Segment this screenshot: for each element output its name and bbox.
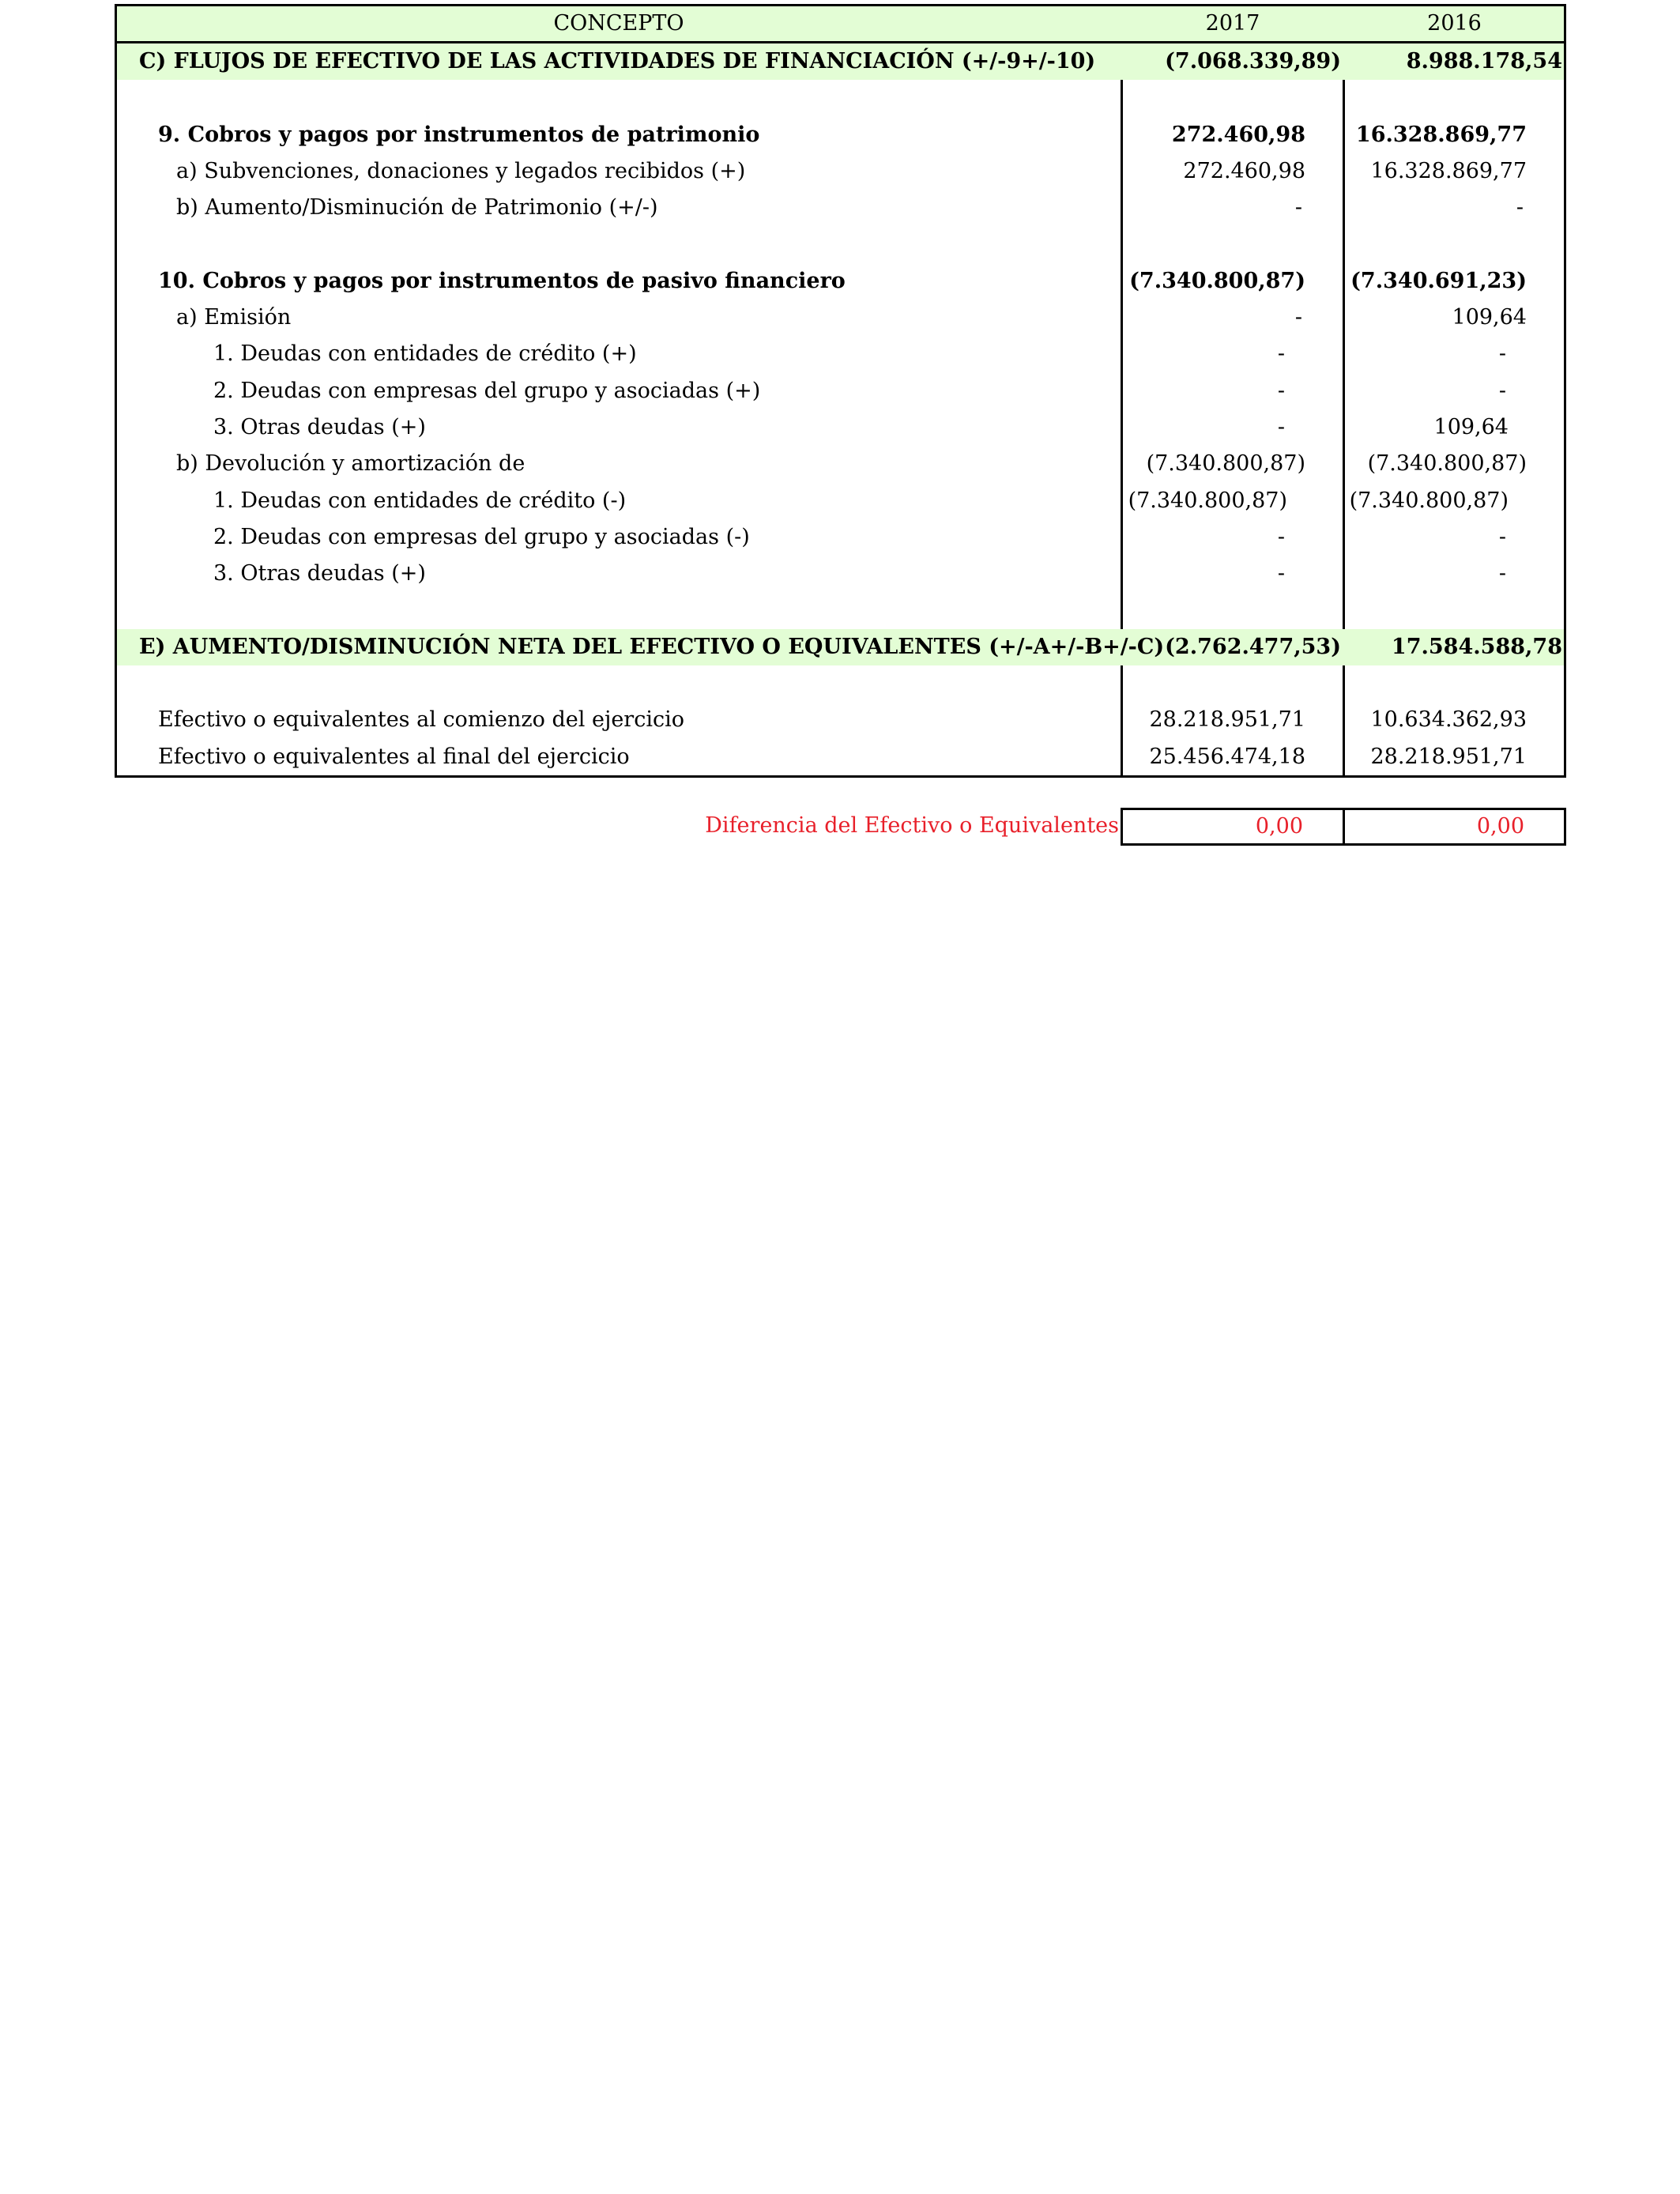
item-10a3-label: 3. Otras deudas (+) — [213, 414, 426, 439]
item-10b2-label: 2. Deudas con empresas del grupo y asociadas (-) — [213, 524, 750, 549]
cash-start-2017: 28.218.951,71 — [1149, 707, 1305, 733]
header-year-2017: 2017 — [1205, 11, 1260, 36]
item-10a3-2016: 109,64 — [1433, 414, 1509, 439]
item-10b3-2017: - — [1277, 561, 1285, 586]
item-9-label: 9. Cobros y pagos por instrumentos de patrimonio — [158, 122, 760, 147]
cash-end-row — [117, 739, 1564, 775]
section-c-row — [117, 43, 1564, 80]
section-e-label: E) AUMENTO/DISMINUCIÓN NETA DEL EFECTIVO O EQUIVALENTES (+/-A+/-B+/-C) — [139, 634, 1165, 659]
item-9a-label: a) Subvenciones, donaciones y legados recibidos (+) — [176, 158, 746, 183]
item-9a-row — [117, 153, 1564, 190]
item-9a-2017: 272.460,98 — [1183, 158, 1305, 183]
section-c-label: C) FLUJOS DE EFECTIVO DE LAS ACTIVIDADES DE FINANCIACIÓN (+/-9+/-10) — [139, 49, 1096, 74]
item-10a2-2016: - — [1498, 378, 1506, 403]
spacer-row — [117, 80, 1564, 116]
item-9-row — [117, 117, 1564, 153]
item-10a1-2017: - — [1277, 341, 1285, 367]
item-10b3-label: 3. Otras deudas (+) — [213, 561, 426, 586]
spacer-row — [117, 592, 1564, 628]
item-10b1-row — [117, 483, 1564, 519]
header-year-2016: 2016 — [1427, 11, 1482, 36]
difference-2016: 0,00 — [1343, 808, 1566, 846]
item-10-row — [117, 263, 1564, 300]
item-10a-row — [117, 300, 1564, 336]
item-10a1-row — [117, 336, 1564, 372]
item-9b-2017: - — [1294, 195, 1302, 221]
item-9-2016: 16.328.869,77 — [1355, 122, 1527, 147]
item-10b-row — [117, 446, 1564, 482]
item-10a3-row — [117, 409, 1564, 446]
item-10a1-2016: - — [1498, 341, 1506, 367]
item-10a2-2017: - — [1277, 378, 1285, 403]
item-9b-row — [117, 190, 1564, 226]
cash-flow-table — [115, 4, 1566, 778]
item-9a-2016: 16.328.869,77 — [1370, 158, 1527, 183]
cash-end-2016: 28.218.951,71 — [1370, 744, 1527, 769]
section-e-2017: (2.762.477,53) — [1165, 634, 1341, 659]
difference-row — [0, 808, 1566, 846]
item-10a3-2017: - — [1277, 414, 1285, 439]
item-10b1-label: 1. Deudas con entidades de crédito (-) — [213, 488, 627, 513]
item-9-2017: 272.460,98 — [1171, 122, 1305, 147]
cash-end-2017: 25.456.474,18 — [1149, 744, 1305, 769]
item-10b2-row — [117, 519, 1564, 556]
spacer-row — [117, 665, 1564, 702]
item-10b-label: b) Devolución y amortización de — [176, 451, 525, 477]
item-9b-2016: - — [1516, 195, 1524, 221]
item-10-label: 10. Cobros y pagos por instrumentos de pasivo financiero — [158, 268, 846, 293]
section-c-2017: (7.068.339,89) — [1165, 49, 1341, 74]
difference-label: Diferencia del Efectivo o Equivalentes — [705, 813, 1119, 838]
item-10b2-2017: - — [1277, 524, 1285, 549]
table-header — [117, 6, 1564, 43]
item-10b1-2017: (7.340.800,87) — [1128, 488, 1287, 513]
item-10b3-2016: - — [1498, 561, 1506, 586]
difference-2017: 0,00 — [1121, 808, 1345, 846]
cash-start-row — [117, 702, 1564, 738]
item-10b2-2016: - — [1498, 524, 1506, 549]
section-e-row — [117, 629, 1564, 665]
cash-end-label: Efectivo o equivalentes al final del ejercicio — [158, 744, 630, 769]
item-10b3-row — [117, 556, 1564, 592]
item-10b-2016: (7.340.800,87) — [1367, 451, 1527, 477]
item-10a1-label: 1. Deudas con entidades de crédito (+) — [213, 341, 637, 367]
item-10a2-label: 2. Deudas con empresas del grupo y asociadas (+) — [213, 378, 761, 403]
item-10-2016: (7.340.691,23) — [1350, 268, 1527, 293]
item-10a2-row — [117, 373, 1564, 409]
section-c-2016: 8.988.178,54 — [1406, 49, 1562, 74]
item-9b-label: b) Aumento/Disminución de Patrimonio (+/-) — [176, 195, 658, 221]
item-10a-label: a) Emisión — [176, 305, 292, 330]
item-10b-2017: (7.340.800,87) — [1146, 451, 1305, 477]
item-10-2017: (7.340.800,87) — [1129, 268, 1305, 293]
cash-start-label: Efectivo o equivalentes al comienzo del ejercicio — [158, 707, 684, 733]
item-10a-2017: - — [1294, 305, 1302, 330]
section-e-2016: 17.584.588,78 — [1391, 634, 1562, 659]
spacer-row — [117, 226, 1564, 262]
cash-start-2016: 10.634.362,93 — [1370, 707, 1527, 733]
header-concept: CONCEPTO — [553, 11, 684, 36]
item-10b1-2016: (7.340.800,87) — [1349, 488, 1509, 513]
item-10a-2016: 109,64 — [1452, 305, 1527, 330]
